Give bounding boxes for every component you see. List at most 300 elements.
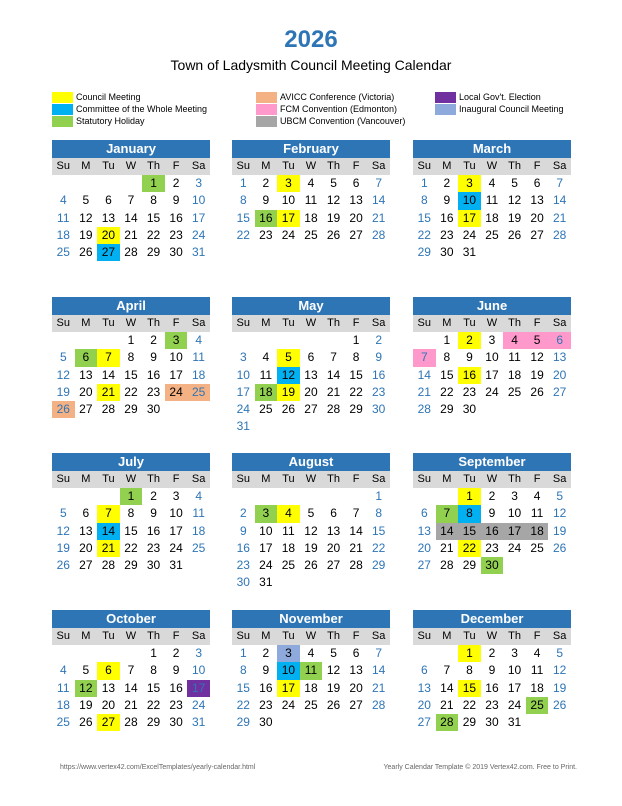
day-cell: 29 <box>462 715 477 730</box>
weekday-label: M <box>261 160 271 172</box>
day-cell: 21 <box>440 697 454 712</box>
empty-day-cell <box>436 645 459 662</box>
week-row <box>413 175 571 192</box>
month-november <box>232 610 390 731</box>
day-cell: 28 <box>124 715 138 730</box>
day-cell: 6 <box>420 506 428 521</box>
day-cell: 6 <box>105 193 112 208</box>
day-cell: 5 <box>277 349 300 366</box>
day-cell: 1 <box>352 333 360 347</box>
day-cell: 18 <box>56 697 70 712</box>
day-cell: 6 <box>82 506 90 521</box>
empty-day-cell <box>345 418 368 435</box>
weekday-header-row <box>232 628 390 645</box>
day-cell: 27 <box>349 227 363 242</box>
day-cell: 13 <box>79 523 93 538</box>
weekday-header-row <box>52 158 210 175</box>
weekday-label: M <box>442 630 452 642</box>
day-cell: 29 <box>124 558 138 573</box>
day-cell: 17 <box>507 680 522 695</box>
weekday-label: Sa <box>552 473 567 485</box>
weekday-label: F <box>352 317 360 329</box>
week-row <box>413 540 571 557</box>
weekday-label: Th <box>327 473 340 485</box>
day-cell: 30 <box>440 245 454 260</box>
day-cell: 2 <box>262 176 270 190</box>
day-cell: 24 <box>485 384 499 399</box>
week-row <box>52 488 210 505</box>
footer-url[interactable]: https://www.vertex42.com/ExcelTemplates/yearly-calendar.html <box>60 764 256 771</box>
day-cell: 12 <box>530 350 544 365</box>
day-cell: 28 <box>124 245 138 260</box>
day-cell: 19 <box>56 540 70 555</box>
day-cell: 4 <box>195 333 202 347</box>
day-cell: 19 <box>326 680 341 695</box>
weekday-label: W <box>305 160 317 172</box>
day-cell: 30 <box>169 245 183 260</box>
day-cell: 23 <box>146 540 161 555</box>
day-cell: 20 <box>417 540 431 555</box>
weekday-label: Th <box>508 317 521 329</box>
day-cell: 16 <box>169 210 183 225</box>
day-cell: 12 <box>507 193 522 208</box>
day-cell: 14 <box>440 680 454 695</box>
weekday-label: M <box>442 160 452 172</box>
day-cell: 18 <box>526 523 549 540</box>
day-cell: 23 <box>236 558 250 573</box>
weekday-label: M <box>81 630 91 642</box>
day-cell: 8 <box>458 505 481 522</box>
weekday-label: Su <box>417 630 432 642</box>
weekday-label: M <box>261 473 271 485</box>
day-cell: 5 <box>526 332 549 349</box>
day-cell: 23 <box>146 384 161 399</box>
day-cell: 21 <box>440 540 454 555</box>
day-cell: 27 <box>304 402 318 417</box>
day-cell: 15 <box>417 210 431 225</box>
day-cell: 29 <box>146 245 161 260</box>
day-cell: 12 <box>75 680 98 697</box>
month-june <box>413 297 571 418</box>
day-cell: 4 <box>488 176 496 190</box>
weekday-label: Th <box>147 317 160 329</box>
day-cell: 20 <box>326 540 341 555</box>
empty-day-cell <box>367 574 390 591</box>
day-cell: 20 <box>417 697 431 712</box>
day-cell: 4 <box>533 646 541 660</box>
weekday-label: M <box>81 473 91 485</box>
empty-day-cell <box>481 401 504 418</box>
day-cell: 10 <box>485 350 499 365</box>
day-cell: 26 <box>304 558 318 573</box>
empty-day-cell <box>255 488 278 505</box>
day-cell: 9 <box>239 523 247 538</box>
day-cell: 11 <box>485 193 499 208</box>
day-cell: 7 <box>330 350 337 365</box>
day-cell: 16 <box>236 540 250 555</box>
day-cell: 30 <box>259 715 273 730</box>
day-cell: 11 <box>282 523 295 538</box>
day-cell: 5 <box>330 646 337 660</box>
day-cell: 26 <box>79 715 93 730</box>
weekday-label: Su <box>56 473 71 485</box>
empty-day-cell <box>187 401 210 418</box>
day-cell: 15 <box>458 680 481 697</box>
day-cell: 9 <box>375 350 382 365</box>
day-cell: 26 <box>326 227 341 242</box>
day-cell: 25 <box>304 227 318 242</box>
day-cell: 15 <box>440 367 454 382</box>
week-row <box>413 192 571 209</box>
day-cell: 9 <box>262 663 270 678</box>
empty-day-cell <box>97 175 120 192</box>
day-cell: 3 <box>511 489 518 503</box>
day-cell: 13 <box>349 663 363 678</box>
day-cell: 28 <box>552 227 567 242</box>
day-cell: 27 <box>97 244 120 261</box>
day-cell: 22 <box>124 540 138 555</box>
month-header: October <box>52 610 210 628</box>
day-cell: 2 <box>488 489 496 503</box>
day-cell: 8 <box>127 506 135 521</box>
day-cell: 27 <box>417 558 431 573</box>
weekday-label: Sa <box>191 630 206 642</box>
day-cell: 17 <box>236 384 250 399</box>
day-cell: 21 <box>552 210 567 225</box>
day-cell: 11 <box>192 506 205 521</box>
day-cell: 27 <box>326 558 341 573</box>
day-cell: 8 <box>150 193 157 208</box>
weekday-label: Su <box>56 160 71 172</box>
day-cell: 26 <box>79 245 93 260</box>
month-header: March <box>413 140 571 158</box>
day-cell: 4 <box>59 663 67 678</box>
day-cell: 11 <box>530 663 544 678</box>
week-row <box>413 332 571 349</box>
weekday-label: Tu <box>282 630 295 642</box>
legend-item <box>256 103 405 115</box>
weekday-label: Tu <box>102 317 115 329</box>
weekday-header-row <box>232 471 390 488</box>
day-cell: 3 <box>195 176 202 190</box>
day-cell: 7 <box>413 349 436 366</box>
day-cell: 1 <box>375 489 382 503</box>
legend-item <box>256 91 405 103</box>
weekday-label: Tu <box>463 317 476 329</box>
empty-day-cell <box>277 418 300 435</box>
empty-day-cell <box>436 488 459 505</box>
empty-day-cell <box>300 418 323 435</box>
day-cell: 4 <box>307 646 315 660</box>
weekday-label: F <box>172 160 180 172</box>
month-january <box>52 140 210 261</box>
day-cell: 6 <box>330 506 337 521</box>
day-cell: 12 <box>552 663 567 678</box>
weekday-label: Su <box>417 317 432 329</box>
calendar-year: 2026 <box>284 26 338 53</box>
day-cell: 16 <box>481 523 504 540</box>
day-cell: 31 <box>191 245 206 260</box>
day-cell: 29 <box>146 715 161 730</box>
day-cell: 18 <box>281 540 296 555</box>
day-cell: 10 <box>281 193 296 208</box>
day-cell: 15 <box>236 680 250 695</box>
day-cell: 12 <box>79 210 93 225</box>
legend-swatch <box>52 92 73 103</box>
day-cell: 6 <box>420 663 428 678</box>
day-cell: 1 <box>420 176 428 190</box>
day-cell: 25 <box>485 227 499 242</box>
day-cell: 24 <box>191 227 206 242</box>
month-october <box>52 610 210 731</box>
day-cell: 26 <box>326 697 341 712</box>
day-cell: 3 <box>255 505 278 522</box>
weekday-label: Th <box>327 317 340 329</box>
week-row <box>52 210 210 227</box>
empty-day-cell <box>413 488 436 505</box>
empty-day-cell <box>526 714 549 731</box>
empty-day-cell <box>277 332 300 349</box>
day-cell: 26 <box>507 227 522 242</box>
empty-day-cell <box>322 332 345 349</box>
day-cell: 8 <box>443 350 451 365</box>
week-row <box>52 714 210 731</box>
week-row <box>232 227 390 244</box>
week-row <box>232 175 390 192</box>
weekday-label: Tu <box>463 630 476 642</box>
weekday-label: F <box>352 630 360 642</box>
day-cell: 7 <box>375 176 382 190</box>
week-row <box>232 645 390 662</box>
legend-item <box>435 103 564 115</box>
day-cell: 18 <box>304 680 318 695</box>
day-cell: 12 <box>552 506 567 521</box>
day-cell: 11 <box>57 680 70 695</box>
day-cell: 17 <box>503 523 526 540</box>
day-cell: 23 <box>440 227 454 242</box>
month-header: February <box>232 140 390 158</box>
day-cell: 2 <box>262 646 270 660</box>
week-row <box>232 401 390 418</box>
weekday-label: W <box>125 317 137 329</box>
weekday-label: M <box>261 630 271 642</box>
week-row <box>413 645 571 662</box>
day-cell: 9 <box>150 506 157 521</box>
empty-day-cell <box>75 645 98 662</box>
week-row <box>52 697 210 714</box>
day-cell: 18 <box>530 680 544 695</box>
empty-day-cell <box>345 574 368 591</box>
day-cell: 10 <box>169 506 183 521</box>
weekday-label: M <box>81 317 91 329</box>
day-cell: 14 <box>326 367 341 382</box>
day-cell: 9 <box>150 350 157 365</box>
week-row <box>232 349 390 366</box>
day-cell: 28 <box>371 697 386 712</box>
weekday-label: Su <box>56 317 71 329</box>
weekday-label: Th <box>508 630 521 642</box>
day-cell: 25 <box>530 540 544 555</box>
day-cell: 16 <box>485 680 499 695</box>
weekday-label: F <box>533 630 541 642</box>
day-cell: 5 <box>556 489 563 503</box>
day-cell: 25 <box>507 384 522 399</box>
empty-day-cell <box>75 175 98 192</box>
week-row <box>232 210 390 227</box>
weekday-label: W <box>305 630 317 642</box>
weekday-header-row <box>413 158 571 175</box>
legend-swatch <box>435 104 456 115</box>
day-cell: 14 <box>101 367 116 382</box>
day-cell: 7 <box>97 505 120 522</box>
day-cell: 3 <box>277 175 300 192</box>
day-cell: 21 <box>97 540 120 557</box>
day-cell: 31 <box>462 245 477 260</box>
day-cell: 14 <box>349 523 363 538</box>
day-cell: 5 <box>511 176 518 190</box>
day-cell: 11 <box>57 210 70 225</box>
day-cell: 19 <box>530 367 544 382</box>
empty-day-cell <box>345 488 368 505</box>
day-cell: 10 <box>458 192 481 209</box>
month-july <box>52 453 210 574</box>
day-cell: 1 <box>443 333 451 347</box>
day-cell: 29 <box>349 402 363 417</box>
day-cell: 7 <box>375 646 382 660</box>
empty-day-cell <box>232 488 255 505</box>
day-cell: 26 <box>281 402 296 417</box>
day-cell: 15 <box>236 210 250 225</box>
day-cell: 16 <box>255 210 278 227</box>
day-cell: 7 <box>352 506 360 521</box>
day-cell: 1 <box>120 488 143 505</box>
day-cell: 11 <box>192 350 205 365</box>
weekday-label: Tu <box>463 473 476 485</box>
day-cell: 28 <box>436 714 459 731</box>
legend-column-3 <box>435 91 564 115</box>
day-cell: 17 <box>277 210 300 227</box>
day-cell: 12 <box>56 367 70 382</box>
day-cell: 2 <box>488 646 496 660</box>
day-cell: 4 <box>503 332 526 349</box>
month-header: September <box>413 453 571 471</box>
day-cell: 31 <box>259 575 273 590</box>
weekday-label: Sa <box>552 630 567 642</box>
day-cell: 21 <box>97 384 120 401</box>
legend-swatch <box>256 116 277 127</box>
day-cell: 4 <box>307 176 315 190</box>
week-row <box>413 244 571 261</box>
month-august <box>232 453 390 592</box>
month-header: January <box>52 140 210 158</box>
day-cell: 9 <box>443 193 451 208</box>
day-cell: 25 <box>526 697 549 714</box>
day-cell: 16 <box>458 367 481 384</box>
day-cell: 13 <box>101 680 116 695</box>
day-cell: 6 <box>548 332 571 349</box>
day-cell: 17 <box>187 680 210 697</box>
day-cell: 28 <box>349 558 363 573</box>
weekday-header-row <box>413 628 571 645</box>
empty-day-cell <box>255 332 278 349</box>
legend-swatch <box>256 104 277 115</box>
week-row <box>52 227 210 244</box>
day-cell: 17 <box>485 367 499 382</box>
weekday-label: Sa <box>552 317 567 329</box>
day-cell: 27 <box>349 697 363 712</box>
empty-day-cell <box>52 332 75 349</box>
day-cell: 21 <box>371 680 386 695</box>
empty-day-cell <box>322 714 345 731</box>
empty-day-cell <box>52 175 75 192</box>
day-cell: 2 <box>239 506 247 521</box>
day-cell: 4 <box>262 350 270 365</box>
day-cell: 3 <box>172 489 180 503</box>
week-row <box>232 662 390 679</box>
day-cell: 14 <box>124 210 138 225</box>
day-cell: 25 <box>259 402 273 417</box>
day-cell: 2 <box>458 332 481 349</box>
empty-day-cell <box>526 401 549 418</box>
day-cell: 14 <box>552 193 567 208</box>
day-cell: 18 <box>304 210 318 225</box>
day-cell: 23 <box>485 540 499 555</box>
empty-day-cell <box>120 645 143 662</box>
weekday-label: F <box>533 317 541 329</box>
day-cell: 23 <box>371 384 386 399</box>
day-cell: 25 <box>187 384 210 401</box>
week-row <box>232 384 390 401</box>
weekday-label: W <box>305 317 317 329</box>
day-cell: 1 <box>127 333 135 347</box>
day-cell: 18 <box>485 210 499 225</box>
week-row <box>232 488 390 505</box>
day-cell: 26 <box>52 401 75 418</box>
day-cell: 10 <box>169 350 183 365</box>
day-cell: 19 <box>79 227 93 242</box>
day-cell: 2 <box>172 646 180 660</box>
legend-item <box>435 91 564 103</box>
week-row <box>413 384 571 401</box>
empty-day-cell <box>277 488 300 505</box>
week-row <box>52 401 210 418</box>
day-cell: 23 <box>259 697 273 712</box>
weekday-label: W <box>125 630 137 642</box>
weekday-label: Tu <box>282 473 295 485</box>
day-cell: 3 <box>239 350 247 365</box>
day-cell: 7 <box>127 663 135 678</box>
day-cell: 3 <box>165 332 188 349</box>
month-header: May <box>232 297 390 315</box>
day-cell: 7 <box>127 193 135 208</box>
day-cell: 3 <box>458 175 481 192</box>
week-row <box>232 680 390 697</box>
day-cell: 8 <box>127 350 135 365</box>
day-cell: 10 <box>191 193 206 208</box>
empty-day-cell <box>322 574 345 591</box>
weekday-label: Su <box>236 317 251 329</box>
day-cell: 19 <box>552 680 567 695</box>
day-cell: 24 <box>191 697 206 712</box>
week-row <box>413 227 571 244</box>
day-cell: 10 <box>507 506 522 521</box>
day-cell: 5 <box>82 193 90 208</box>
day-cell: 4 <box>59 193 67 208</box>
day-cell: 31 <box>169 558 183 573</box>
weekday-label: M <box>261 317 271 329</box>
week-row <box>413 401 571 418</box>
weekday-label: Su <box>56 630 71 642</box>
